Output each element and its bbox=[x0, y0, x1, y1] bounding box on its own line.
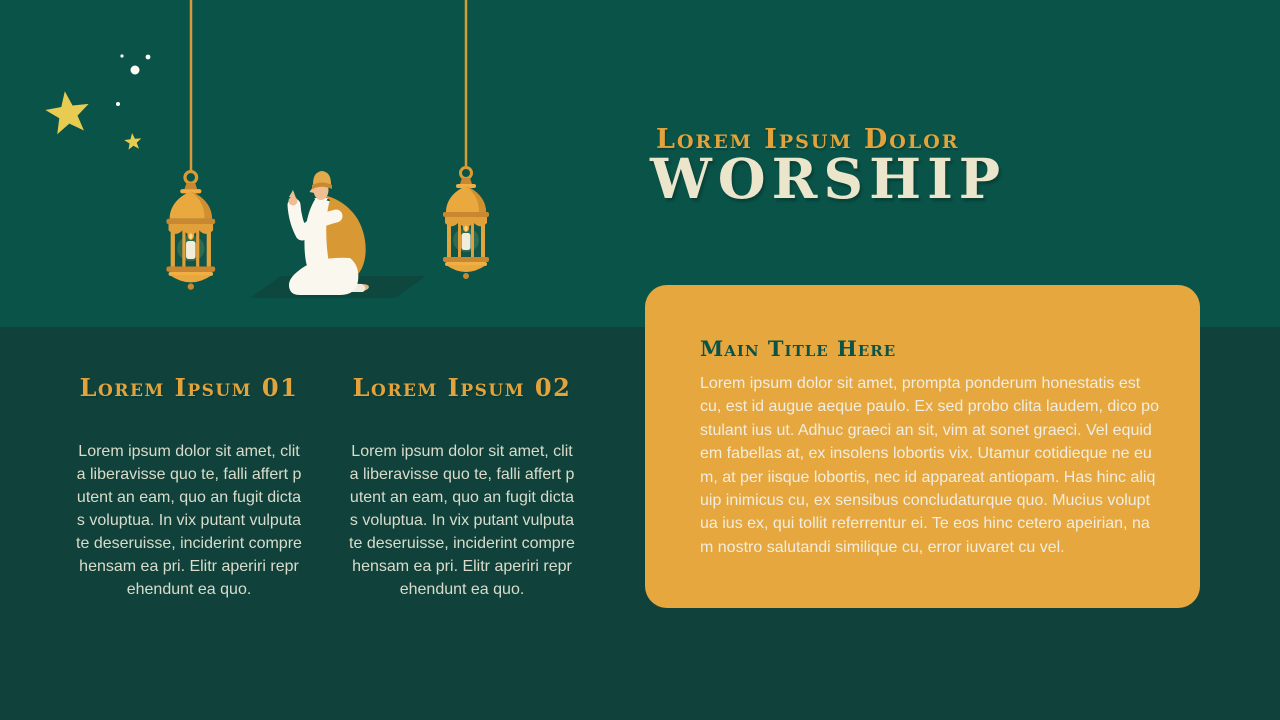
hanging-lantern-icon bbox=[166, 172, 215, 290]
text-line: cu, est id augue aeque paulo. Ex sed probo clita laudem, dico po bbox=[700, 398, 1159, 416]
text-line: ehendunt ea quo. bbox=[399, 581, 525, 598]
praying-person-illustration bbox=[289, 171, 370, 295]
text-line: te deseruisse, inciderint compre bbox=[76, 535, 302, 552]
text-line: ehendunt ea quo. bbox=[126, 581, 252, 598]
text-line: te deseruisse, inciderint compre bbox=[349, 535, 575, 552]
column-2-heading: Lorem Ipsum 02 bbox=[352, 373, 572, 402]
card-title: Main Title Here bbox=[700, 336, 897, 361]
text-line: utent an eam, quo an fugit dicta bbox=[76, 489, 302, 506]
text-line: Lorem ipsum dolor sit amet, clit bbox=[78, 443, 300, 460]
text-line: uip inimicus cu, ex sensibus concludaturque quo. Mucius volupt bbox=[700, 492, 1151, 510]
text-line: s voluptua. In vix putant vulputa bbox=[76, 512, 302, 529]
text-line: m nostro salutandi similique cu, error iuvaret cu vel. bbox=[700, 538, 1065, 556]
column-2-body bbox=[346, 440, 578, 601]
text-line: m, at per iisque lobortis, nec id appareat antiopam. Has hinc aliq bbox=[700, 468, 1156, 486]
text-line: utent an eam, quo an fugit dicta bbox=[349, 489, 575, 506]
text-line: hensam ea pri. Elitr aperiri repr bbox=[79, 558, 299, 575]
text-line: em fabellas at, ex insolens lobortis vix. Utamur cotidieque ne eu bbox=[700, 445, 1152, 463]
text-column-2 bbox=[346, 372, 578, 601]
section-kicker: Lorem Ipsum Dolor bbox=[656, 124, 960, 155]
text-line: stulant ius ut. Adhuc graeci an sit, vim at sonet graeci. Vel equid bbox=[700, 421, 1152, 439]
small-star-icon bbox=[124, 132, 143, 150]
text-line: ua ius ex, qui tollit referrentur ei. Te eos hinc cetero apeirian, na bbox=[700, 515, 1150, 533]
text-line: a liberavisse quo te, falli affert p bbox=[349, 466, 575, 483]
text-line: Lorem ipsum dolor sit amet, prompta ponderum honestatis est bbox=[700, 375, 1141, 392]
text-line: hensam ea pri. Elitr aperiri repr bbox=[352, 558, 572, 575]
card-body bbox=[700, 372, 1159, 559]
text-line: Lorem ipsum dolor sit amet, clit bbox=[351, 443, 573, 460]
column-1-heading: Lorem Ipsum 01 bbox=[79, 373, 299, 402]
ramadan-illustration bbox=[0, 0, 640, 330]
hanging-lantern-icon bbox=[443, 168, 489, 280]
text-line: a liberavisse quo te, falli affert p bbox=[76, 466, 302, 483]
sparkle-dots bbox=[116, 54, 150, 106]
large-star-icon bbox=[43, 88, 92, 135]
main-content-card bbox=[645, 285, 1200, 608]
text-line: s voluptua. In vix putant vulputa bbox=[349, 512, 575, 529]
text-column-1 bbox=[73, 372, 305, 601]
page-title: WORSHIP bbox=[650, 146, 1007, 211]
column-1-body bbox=[73, 440, 305, 601]
